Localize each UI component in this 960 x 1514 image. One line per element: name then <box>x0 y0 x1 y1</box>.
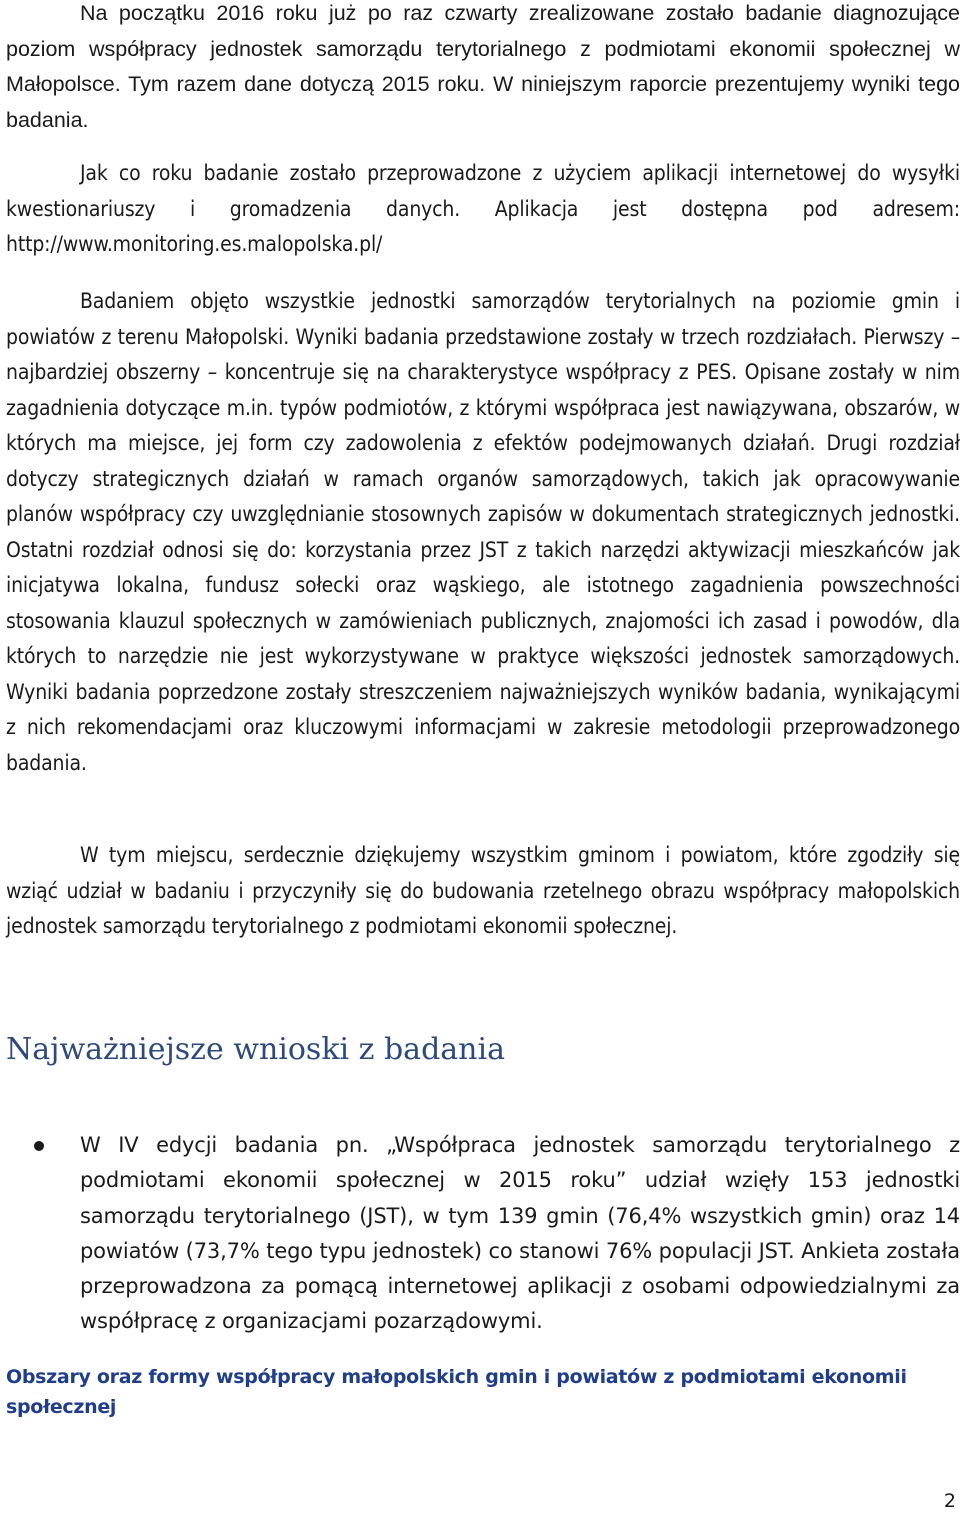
findings-list <box>0 1128 960 1340</box>
intro-paragraph-3: Badaniem objęto wszystkie jednostki samorządów terytorialnych na poziomie gmin i powiatów z terenu Małopolski. Wyniki badania przedstawione zostały w trzech rozdziałach. Pierwszy – najbardziej obszerny – koncentruje się na charakterystyce współpracy z PES. Opisane zostały w nim zagadnienia dotyczące m.in. typów podmiotów, z którymi współpraca jest nawiązywana, obszarów, w których ma miejsce, jej form czy zadowolenia z efektów podejmowanych działań. Drugi rozdział dotyczy strategicznych działań w ramach organów samorządowych, takich jak opracowywanie planów współpracy czy uwzględnianie stosownych zapisów w dokumentach strategicznych jednostki. Ostatni rozdział odnosi się do: korzystania przez JST z takich narzędzi aktywizacji mieszkańców jak inicjatywa lokalna, fundusz sołecki oraz wąskiego, ale istotnego zagadnienia powszechności stosowania klauzul społecznych w zamówieniach publicznych, znajomości ich zasad i powodów, dla których to narzędzie nie jest wykorzystywane w praktyce większości jednostek samorządowych. Wyniki badania poprzedzone zostały streszczeniem najważniejszych wyników badania, wynikającymi z nich rekomendacjami oraz kluczowymi informacjami w zakresie metodologii przeprowadzonego badania. <box>6 289 960 775</box>
page-number: 2 <box>943 1490 956 1512</box>
bullet-icon <box>34 1141 44 1151</box>
intro-paragraph-4: W tym miejscu, serdecznie dziękujemy wszystkim gminom i powiatom, które zgodziły się wziąć udział w badaniu i przyczyniły się do budowania rzetelnego obrazu współpracy małopolskich jednostek samorządu terytorialnego z podmiotami ekonomii społecznej. <box>6 843 960 938</box>
section-heading: Najważniejsze wnioski z badania <box>6 1032 505 1067</box>
section-subheading: Obszary oraz formy współpracy małopolskich gmin i powiatów z podmiotami ekonomii społecznej <box>6 1366 907 1418</box>
intro-paragraph-1: Na początku 2016 roku już po raz czwarty zrealizowane zostało badanie diagnozujące poziom współpracy jednostek samorządu terytorialnego z podmiotami ekonomii społecznej w Małopolsce. Tym razem dane dotyczą 2015 roku. W niniejszym raporcie prezentujemy wyniki tego badania. <box>6 1 960 132</box>
list-item-text: W IV edycji badania pn. „Współpraca jednostek samorządu terytorialnego z podmiotami ekonomii społecznej w 2015 roku” udział wzięły 153 jednostki samorządu terytorialnego (JST), w tym 139 gmin (76,4% wszystkich gmin) oraz 14 powiatów (73,7% tego typu jednostek) co stanowi 76% populacji JST. Ankieta została przeprowadzona za pomącą internetowej aplikacji z osobami odpowiedzialnymi za współpracę z organizacjami pozarządowymi. <box>80 1133 960 1334</box>
list-item <box>0 1128 960 1340</box>
intro-paragraph-2: Jak co roku badanie zostało przeprowadzone z użyciem aplikacji internetowej do wysyłki kwestionariuszy i gromadzenia danych. Aplikacja jest dostępna pod adresem: http://www.monitoring.es.malopolska.pl/ <box>6 161 960 256</box>
